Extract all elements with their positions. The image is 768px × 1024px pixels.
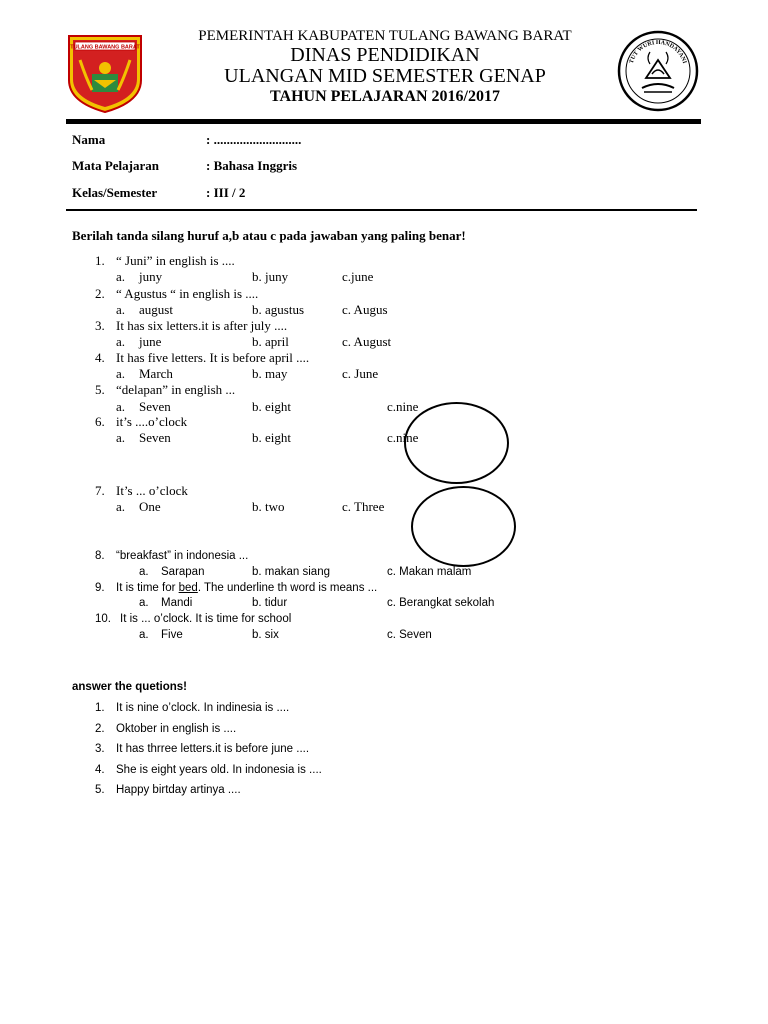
header-divider [66, 119, 701, 124]
option-a-prefix: a. [116, 430, 126, 445]
logo-motto-text: TUT WURI HANDAYANI [628, 39, 688, 65]
option-a-prefix: a. [139, 597, 149, 609]
section-title: answer the quetions! [72, 681, 188, 693]
question-number: 10. [95, 613, 111, 625]
option-b: b. may [252, 366, 288, 381]
essay-question: It has thrree letters.it is before june .... [116, 743, 310, 755]
question-number: 2. [95, 286, 105, 301]
info-value-name: : ........................... [206, 132, 302, 147]
option-a: March [139, 366, 173, 381]
option-a-prefix: a. [116, 334, 126, 349]
tut-wuri-handayani-logo [616, 30, 700, 112]
info-value-class: : III / 2 [206, 185, 246, 200]
essay-number: 5. [95, 784, 105, 796]
question-text: It has six letters.it is after july .... [116, 318, 288, 333]
option-b: b. six [252, 629, 279, 641]
essay-question: Oktober in english is .... [116, 723, 237, 735]
header-line-year: TAHUN PELAJARAN 2016/2017 [270, 88, 500, 105]
option-a-prefix: a. [139, 629, 149, 641]
option-b: b. juny [252, 269, 289, 284]
essay-number: 3. [95, 743, 105, 755]
question-text: It has five letters. It is before april .... [116, 350, 310, 365]
essay-question: Happy birtday artinya .... [116, 784, 241, 796]
question-number: 6. [95, 414, 105, 429]
instruction-text: Berilah tanda silang huruf a,b atau c pada jawaban yang paling benar! [72, 228, 466, 243]
info-label-class: Kelas/Semester [72, 185, 158, 200]
essay-question: It is nine o’clock. In indinesia is .... [116, 702, 290, 714]
option-a: Seven [139, 430, 171, 445]
question-number: 8. [95, 550, 105, 562]
option-a-prefix: a. [116, 302, 126, 317]
header-line-exam: ULANGAN MID SEMESTER GENAP [224, 65, 546, 87]
option-a-prefix: a. [116, 399, 126, 414]
option-c: c. Three [342, 499, 385, 514]
question-text: “delapan” in english ... [116, 382, 236, 397]
option-c: c. Makan malam [387, 566, 472, 578]
essay-number: 4. [95, 764, 105, 776]
option-b: b. two [252, 499, 285, 514]
info-divider [66, 209, 697, 211]
question-text: “ Agustus “ in english is .... [116, 286, 259, 301]
option-a-prefix: a. [116, 269, 126, 284]
option-c: c. August [342, 334, 392, 349]
header-line-department: DINAS PENDIDIKAN [290, 44, 480, 66]
option-a: Five [161, 629, 183, 641]
question-number: 3. [95, 318, 105, 333]
drawn-circle-shape [404, 402, 509, 484]
option-a: june [139, 334, 162, 349]
essay-number: 2. [95, 723, 105, 735]
option-a: juny [139, 269, 163, 284]
option-b: b. eight [252, 430, 291, 445]
option-c: c.june [342, 269, 374, 284]
option-c: c. Berangkat sekolah [387, 597, 495, 609]
option-a: august [139, 302, 173, 317]
question-number: 7. [95, 483, 105, 498]
question-text: It is time for bed. The underline th word is means ... [116, 582, 378, 594]
option-b: b. makan siang [252, 566, 330, 578]
question-number: 1. [95, 253, 105, 268]
question-number: 9. [95, 582, 105, 594]
option-a-prefix: a. [139, 566, 149, 578]
option-b: b. tidur [252, 597, 288, 609]
question-text: It is ... o’clock. It is time for school [120, 613, 292, 625]
info-value-subject: : Bahasa Inggris [206, 158, 298, 173]
option-a-prefix: a. [116, 499, 126, 514]
option-a: One [139, 499, 161, 514]
logo-banner-text: TULANG BAWANG BARAT [70, 44, 140, 51]
option-a: Seven [139, 399, 171, 414]
regency-logo [66, 30, 144, 114]
underlined-word: bed [178, 582, 198, 594]
info-label-name: Nama [72, 132, 106, 147]
question-text: it’s ....o’clock [116, 414, 188, 429]
option-c: c. June [342, 366, 379, 381]
question-number: 4. [95, 350, 105, 365]
question-text: “breakfast” in indonesia ... [116, 550, 249, 562]
option-a: Mandi [161, 597, 193, 609]
option-b: b. april [252, 334, 289, 349]
option-b: b. eight [252, 399, 291, 414]
option-c: c. Seven [387, 629, 432, 641]
option-c: c.nine [387, 430, 419, 445]
header-line-government: PEMERINTAH KABUPATEN TULANG BAWANG BARAT [198, 28, 572, 44]
option-c: c.nine [387, 399, 419, 414]
info-label-subject: Mata Pelajaran [72, 158, 160, 173]
option-a: Sarapan [161, 566, 205, 578]
question-text: It’s ... o’clock [116, 483, 188, 498]
essay-number: 1. [95, 702, 105, 714]
question-number: 5. [95, 382, 105, 397]
option-c: c. Augus [342, 302, 388, 317]
option-a-prefix: a. [116, 366, 126, 381]
drawn-circle-shape [411, 486, 516, 567]
option-b: b. agustus [252, 302, 304, 317]
essay-question: She is eight years old. In indonesia is .... [116, 764, 322, 776]
question-text: “ Juni” in english is .... [116, 253, 235, 268]
